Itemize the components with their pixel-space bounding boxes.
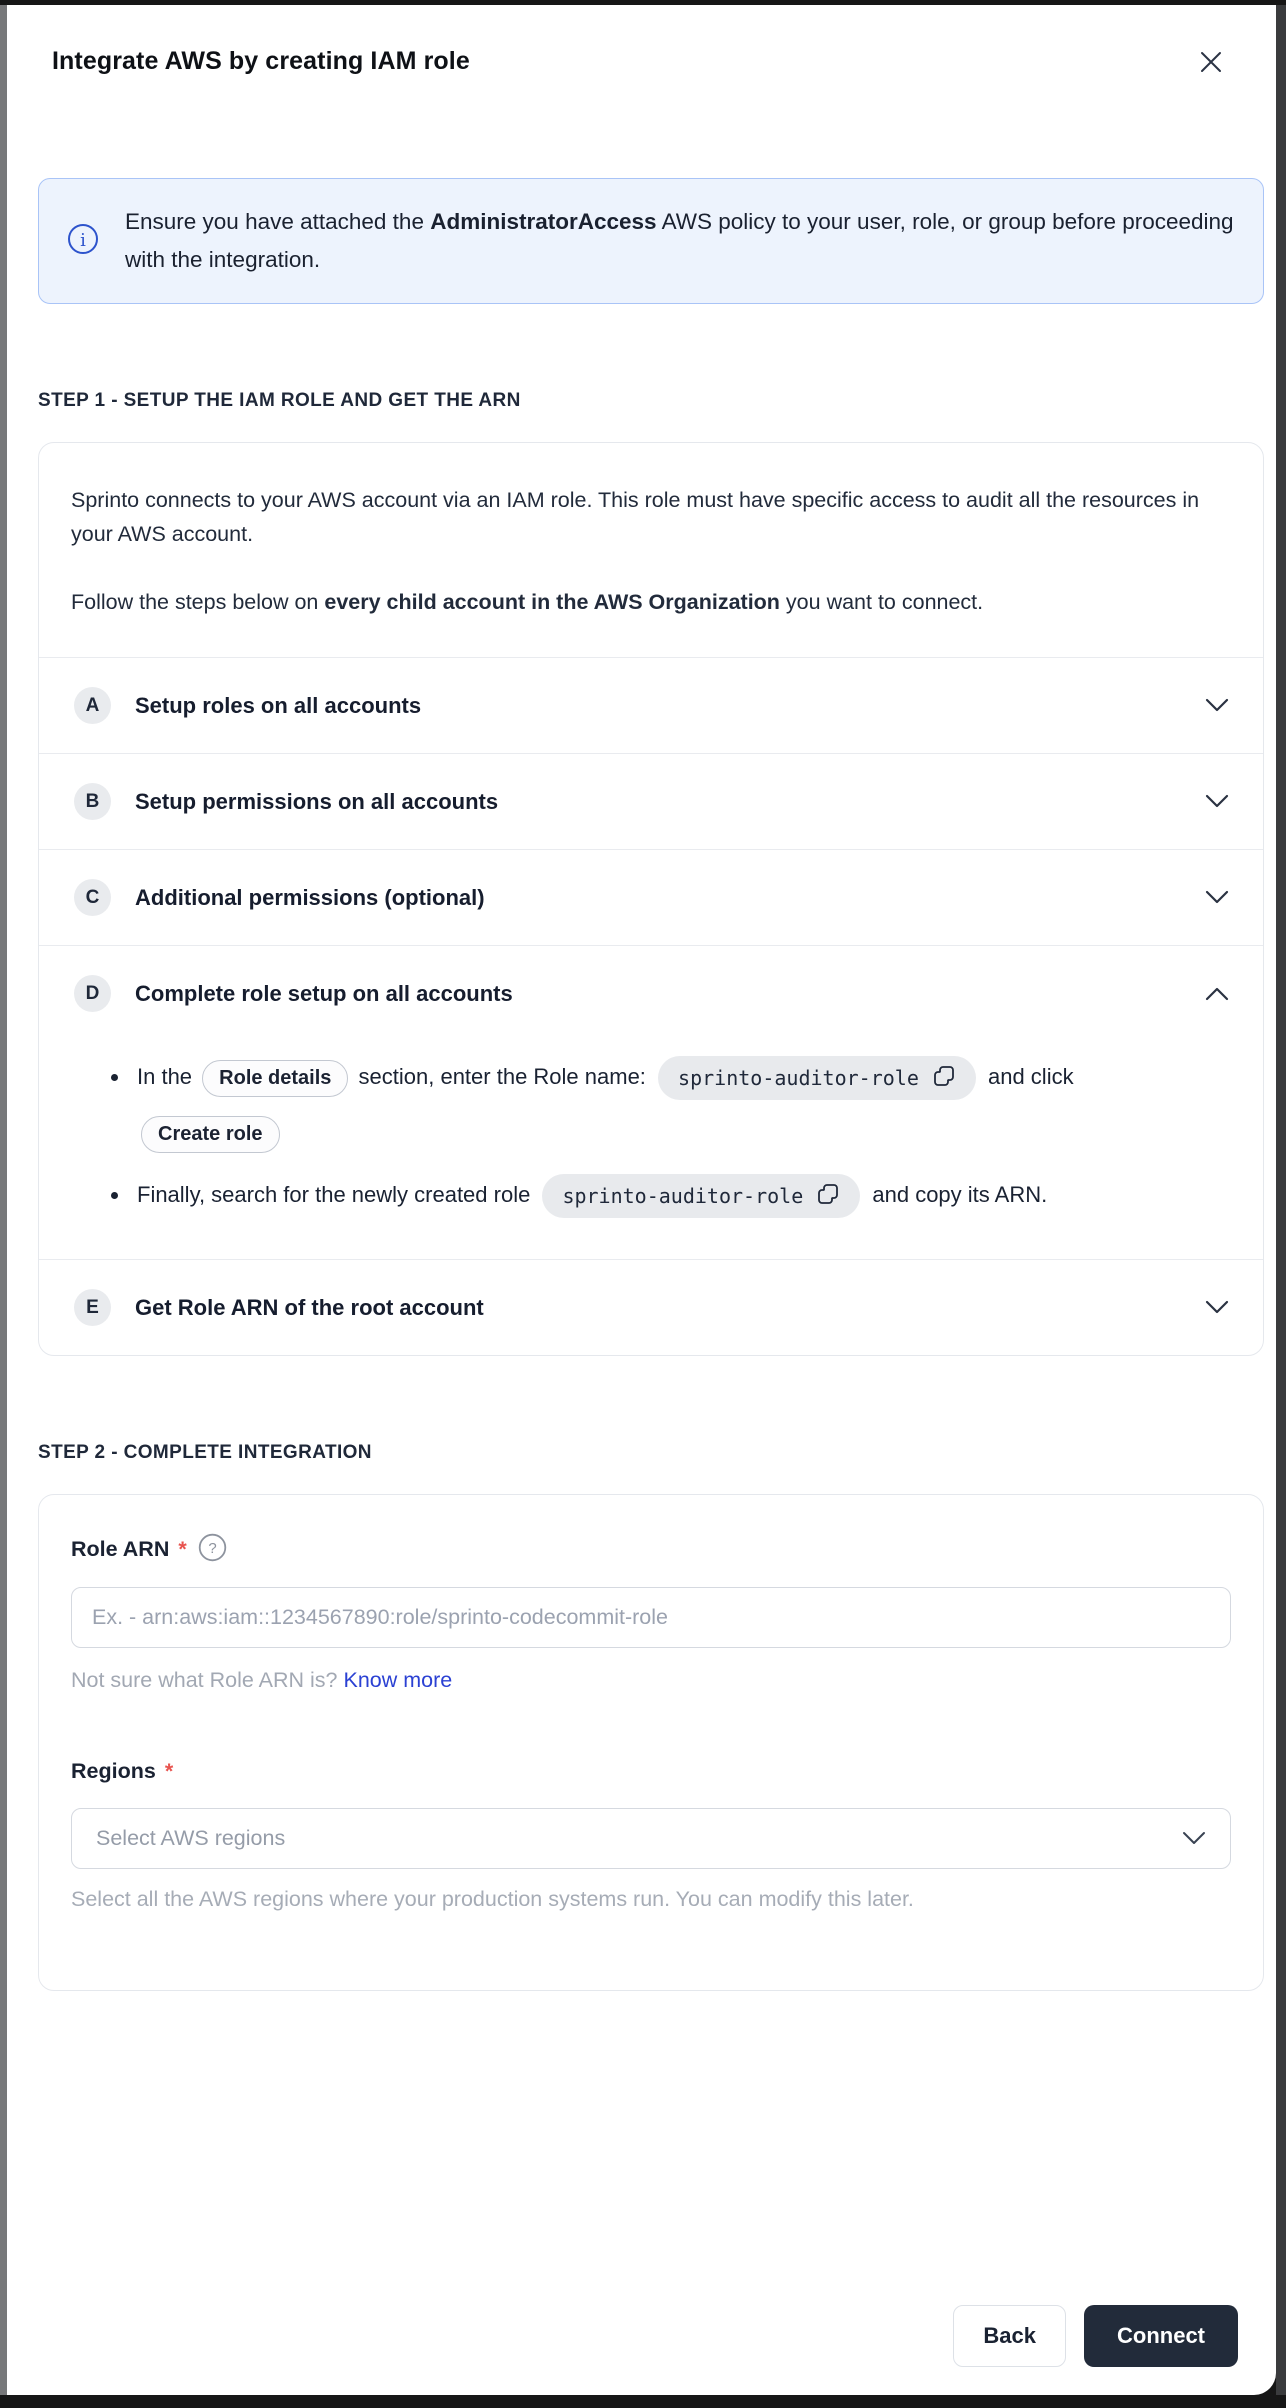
page-background-right-edge	[1276, 5, 1286, 2395]
accordion-item-b[interactable]	[39, 753, 1263, 849]
create-role-pill: Create role	[141, 1116, 280, 1153]
accordion-letter-badge: D	[74, 975, 111, 1012]
close-icon	[1196, 65, 1226, 80]
accordion-item-c[interactable]	[39, 849, 1263, 945]
role-arn-input[interactable]	[71, 1587, 1231, 1648]
chevron-down-icon	[1182, 1831, 1206, 1846]
required-asterisk: *	[178, 1536, 187, 1561]
chevron-down-icon[interactable]	[1205, 794, 1229, 809]
step-d-bullet-2: • Finally, search for the newly created role sprinto-auditor-role and copy its ARN.	[131, 1167, 1203, 1223]
role-arn-label-row	[71, 1533, 1231, 1565]
accordion-title: Setup permissions on all accounts	[135, 788, 499, 814]
close-button[interactable]	[1194, 45, 1228, 82]
regions-help-text: Select all the AWS regions where your production systems run. You can modify this later.	[71, 1887, 914, 1911]
regions-field	[71, 1759, 1231, 1912]
banner-text: Ensure you have attached the AdministratorAccess AWS policy to your user, role, or group before proceeding with the integration.	[125, 209, 1234, 272]
info-icon	[67, 223, 99, 260]
modal-content	[7, 178, 1276, 1991]
accordion-letter-badge: A	[74, 687, 111, 724]
required-asterisk: *	[164, 1759, 174, 1783]
step2-card	[38, 1494, 1264, 1991]
step1-intro	[39, 443, 1263, 657]
accordion-title: Additional permissions (optional)	[135, 884, 485, 910]
copy-button[interactable]	[933, 1065, 956, 1091]
regions-label: Regions	[71, 1759, 156, 1783]
chevron-up-icon[interactable]	[1205, 986, 1229, 1001]
step1-intro-paragraph-1: Sprinto connects to your AWS account via an IAM role. This role must have specific access to audit all the resources in your AWS account.	[71, 488, 1200, 546]
role-name-text: sprinto-auditor-role	[562, 1184, 804, 1209]
role-details-pill: Role details	[202, 1060, 348, 1097]
role-name-text: sprinto-auditor-role	[678, 1066, 919, 1091]
step1-card	[38, 442, 1264, 1356]
copy-button[interactable]	[817, 1183, 840, 1209]
accordion-item-d-content	[39, 1041, 1263, 1259]
know-more-link[interactable]: Know more	[343, 1668, 453, 1692]
role-arn-help-button[interactable]	[198, 1533, 227, 1565]
integrate-aws-modal	[7, 5, 1276, 2395]
step-d-bullet-1: • In the Role details section, enter the Role name: sprinto-auditor-role and click Create role	[131, 1049, 1203, 1161]
accordion-item-a[interactable]	[39, 657, 1263, 753]
info-banner	[38, 178, 1264, 304]
regions-select-placeholder: Select AWS regions	[96, 1826, 286, 1850]
modal-title: Integrate AWS by creating IAM role	[52, 47, 470, 75]
role-name-code-chip	[542, 1174, 860, 1218]
back-button[interactable]: Back	[953, 2305, 1066, 2367]
role-arn-help-text: Not sure what Role ARN is? Know more	[71, 1668, 453, 1692]
banner-bold-policy: AdministratorAccess	[430, 209, 657, 234]
svg-text:?: ?	[208, 1540, 217, 1557]
intro-bold-every-child-account: every child account in the AWS Organization	[324, 590, 780, 614]
role-arn-label: Role ARN	[71, 1536, 170, 1561]
accordion-letter-badge: B	[74, 783, 111, 820]
accordion-item-d[interactable]	[39, 945, 1263, 1041]
accordion-letter-badge: C	[74, 879, 111, 916]
accordion-item-e[interactable]	[39, 1259, 1263, 1355]
regions-select[interactable]	[71, 1808, 1231, 1869]
accordion-title: Get Role ARN of the root account	[135, 1294, 484, 1320]
step2-heading: STEP 2 - COMPLETE INTEGRATION	[38, 1442, 372, 1463]
modal-header	[7, 5, 1276, 82]
page-background-left-edge	[0, 5, 7, 2395]
step1-heading: STEP 1 - SETUP THE IAM ROLE AND GET THE ARN	[38, 390, 521, 411]
regions-label-row	[71, 1759, 1231, 1784]
accordion-letter-badge: E	[74, 1289, 111, 1326]
question-mark-icon	[198, 1533, 227, 1565]
chevron-down-icon[interactable]	[1205, 890, 1229, 905]
chevron-down-icon[interactable]	[1205, 698, 1229, 713]
accordion-title: Complete role setup on all accounts	[135, 980, 513, 1006]
step1-intro-paragraph-2: Follow the steps below on every child account in the AWS Organization you want to connect.	[71, 590, 984, 614]
role-name-code-chip	[658, 1056, 976, 1100]
copy-icon	[817, 1183, 840, 1209]
modal-footer	[953, 2305, 1238, 2367]
svg-text:i: i	[80, 229, 86, 251]
connect-button[interactable]: Connect	[1084, 2305, 1238, 2367]
copy-icon	[933, 1065, 956, 1091]
accordion-title: Setup roles on all accounts	[135, 692, 422, 718]
chevron-down-icon[interactable]	[1205, 1300, 1229, 1315]
